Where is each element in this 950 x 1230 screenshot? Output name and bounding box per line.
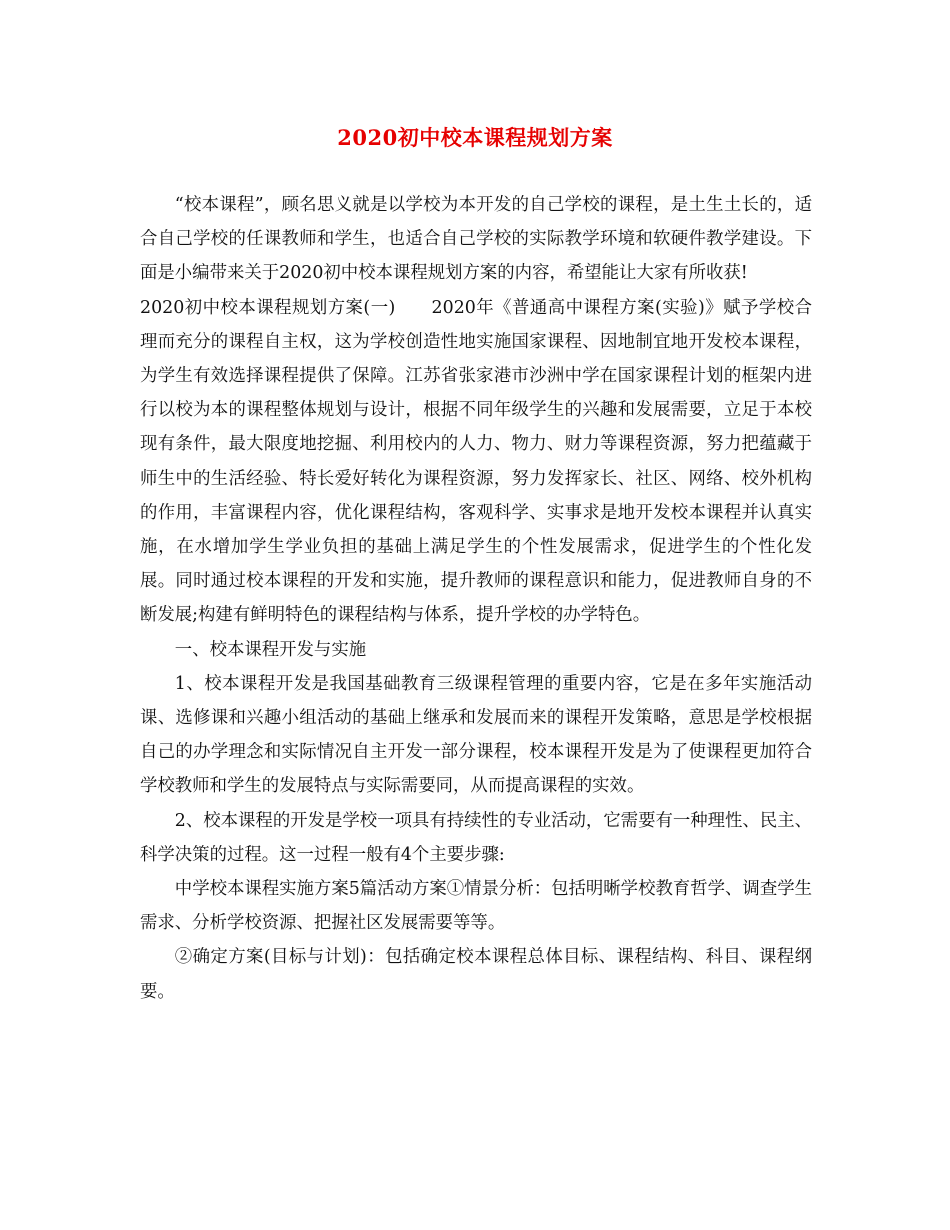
- paragraph: 2、校本课程的开发是学校一项具有持续性的专业活动，它需要有一种理性、民主、科学决策的过程。这一过程一般有4个主要步骤:: [140, 810, 812, 865]
- paragraph: 中学校本课程实施方案5篇活动方案①情景分析：包括明晰学校教育哲学、调查学生需求、分析学校资源、把握社区发展需要等等。: [140, 879, 812, 934]
- document-body: [140, 188, 812, 1009]
- section-heading: 一、校本课程开发与实施: [174, 639, 367, 660]
- document-title: 2020初中校本课程规划方案: [337, 125, 613, 150]
- paragraph: ②确定方案(目标与计划)：包括确定校本课程总体目标、课程结构、科目、课程纲要。: [140, 947, 812, 1002]
- paragraph: “校本课程”，顾名思义就是以学校为本开发的自己学校的课程，是土生土长的，适合自己学校的任课教师和学生，也适合自己学校的实际教学环境和软硬件教学建设。下面是小编带来关于2020初中校本课程规划方案的内容，希望能让大家有所收获!: [140, 195, 812, 284]
- paragraph: 1、校本课程开发是我国基础教育三级课程管理的重要内容，它是在多年实施活动课、选修课和兴趣小组活动的基础上继承和发展而来的课程开发策略，意思是学校根据自己的办学理念和实际情况自主开发一部分课程，校本课程开发是为了使课程更加符合学校教师和学生的发展特点与实际需要同，从而提高课程的实效。: [140, 673, 812, 797]
- paragraph: 2020初中校本课程规划方案(一) 2020年《普通高中课程方案(实验)》赋予学校合理而充分的课程自主权，这为学校创造性地实施国家课程、因地制宜地开发校本课程，为学生有效选择课程提供了保障。江苏省张家港市沙洲中学在国家课程计划的框架内进行以校为本的课程整体规划与设计，根据不同年级学生的兴趣和发展需要，立足于本校现有条件，最大限度地挖掘、利用校内的人力、物力、财力等课程资源，努力把蕴藏于师生中的生活经验、特长爱好转化为课程资源，努力发挥家长、社区、网络、校外机构的作用，丰富课程内容，优化课程结构，客观科学、实事求是地开发校本课程并认真实施，在水增加学生学业负担的基础上满足学生的个性发展需求，促进学生的个性化发展。同时通过校本课程的开发和实施，提升教师的课程意识和能力，促进教师自身的不断发展;构建有鲜明特色的课程结构与体系，提升学校的办学特色。: [140, 297, 812, 626]
